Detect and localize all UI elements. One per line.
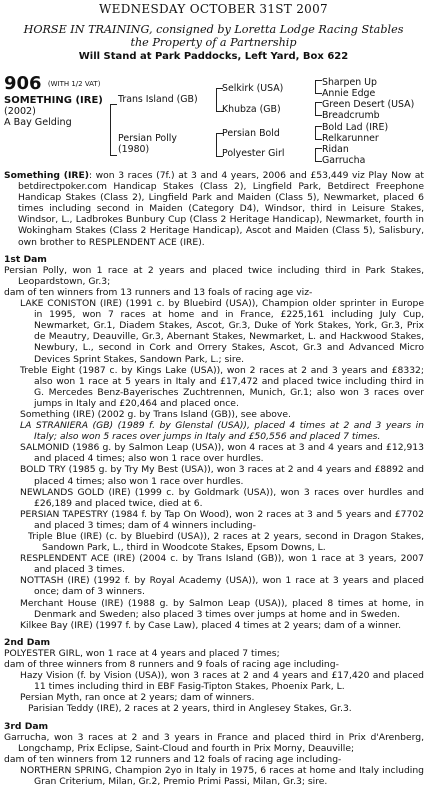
- produce-entry: Something (IRE) (2002 g. by Trans Island (GB)), see above.: [20, 408, 291, 420]
- pedigree-sdd: Breadcrumb: [322, 110, 380, 121]
- produce-entry: Persian Myth, ran once at 2 years; dam of winners.: [20, 692, 255, 704]
- pedigree-dam: [118, 133, 177, 155]
- produce-entry: SALMONID (1986 g. by Salmon Leap (USA)), won 4 races at 3 and 4 years and £12,913 and placed 4 times; also won 1 race over hurdles.: [20, 442, 424, 465]
- pedigree-bracket-dd: [315, 148, 322, 162]
- pedigree-sss: Sharpen Up: [322, 77, 377, 88]
- vat-note: (WITH 1/2 VAT): [47, 80, 101, 88]
- produce-entry: PERSIAN TAPESTRY (1984 f. by Tap On Wood), won 2 races at 3 and 5 years and £7702 and placed 3 times; dam of 4 winners including-: [20, 508, 424, 531]
- pedigree-dd: Polyester Girl: [222, 148, 285, 159]
- intro-text: : won 3 races (7f.) at 3 and 4 years, 2006 and £53,449 viz Play Now at betdirectpoker.com Handicap Stakes (Class 2), Lingfield Park, Betdirect Freephone Handicap Stakes (Class 2), Lingfield Park and Maiden (Class 5), Newmarket, placed 6 times including second in Maiden (Category D4), Windsor, third in Leisure Stakes, Windsor, L., Ladbrokes Bunbury Cup (Class 2 Heritage Handicap), Newmarket, fourth in Wokingham Stakes (Class 2 Heritage Handicap), Ascot and Maiden (Class 5), Salisbury, own brother to RESPLENDENT ACE (IRE).: [18, 170, 424, 248]
- pedigree-ds: Persian Bold: [222, 128, 280, 139]
- yard-location: Will Stand at Park Paddocks, Left Yard, Box 622: [78, 51, 349, 62]
- pedigree-dss: Bold Lad (IRE): [322, 122, 389, 133]
- horse-name: SOMETHING (IRE): [4, 95, 103, 106]
- third-dam-produce: dam of ten winners from 12 runners and 12 foals of racing age including-: [4, 753, 342, 765]
- pedigree-dam-name: Persian Polly: [118, 133, 177, 144]
- consignor-line: HORSE IN TRAINING, consigned by Loretta Lodge Racing Stables: [23, 23, 404, 36]
- pedigree-bracket-main: [110, 104, 117, 156]
- produce-entry: NORTHERN SPRING, Champion 2yo in Italy in 1975, 6 races at home and Italy including Gran Criterium, Milan, Gr.2, Premio Primi Passi, Milan, Gr.3; sire.: [20, 764, 424, 787]
- property-line: the Property of a Partnership: [130, 36, 297, 49]
- first-dam-summary: Persian Polly, won 1 race at 2 years and placed twice including third in Park Stakes, Leopardstown, Gr.3;: [4, 264, 424, 287]
- third-dam-heading: 3rd Dam: [4, 720, 49, 732]
- pedigree-bracket-ss: [315, 80, 322, 94]
- pedigree-ddd: Garrucha: [322, 155, 366, 166]
- produce-entry: NOTTASH (IRE) (1992 f. by Royal Academy (USA)), won 1 race at 3 years and placed once; dam of 3 winners.: [20, 575, 424, 598]
- second-dam-summary: POLYESTER GIRL, won 1 race at 4 years and placed 7 times;: [4, 647, 280, 659]
- consignment: [0, 23, 427, 49]
- pedigree-sds: Green Desert (USA): [322, 99, 415, 110]
- produce-entry: RESPLENDENT ACE (IRE) (2004 c. by Trans Island (GB)), won 1 race at 3 years, 2007 and placed 3 times.: [20, 553, 424, 576]
- pedigree-dsd: Relkarunner: [322, 133, 379, 144]
- second-dam-heading: 2nd Dam: [4, 636, 51, 648]
- sale-date: WEDNESDAY OCTOBER 31ST 2007: [99, 2, 328, 16]
- pedigree-sire: Trans Island (GB): [118, 94, 198, 105]
- catalogue-text: [4, 170, 424, 787]
- lot-number: [4, 73, 100, 94]
- pedigree-dds: Ridan: [322, 144, 349, 155]
- produce-subentry: Parisian Teddy (IRE), 2 races at 2 years, third in Anglesey Stakes, Gr.3.: [28, 703, 352, 715]
- third-dam-summary: Garrucha, won 3 races at 2 and 3 years in France and placed third in Prix d'Arenberg, Longchamp, Prix Eclipse, Saint-Cloud and fourth in Prix Morny, Deauville;: [4, 731, 424, 754]
- pedigree-bracket-ds: [315, 126, 322, 140]
- pedigree-bracket-sd: [315, 102, 322, 116]
- produce-entry: BOLD TRY (1985 g. by Try My Best (USA)), won 3 races at 2 and 4 years and £8892 and placed 4 times; also won 1 race over hurdles.: [20, 464, 424, 487]
- produce-entry: LAKE CONISTON (IRE) (1991 c. by Bluebird (USA)), Champion older sprinter in Europe in 1995, won 7 races at home and in France, £225,161 including July Cup, Newmarket, Gr.1, Diadem Stakes, Ascot, Gr.3, Duke of York Stakes, York, Gr.3, Prix de Meautry, Deauville, Gr.3, Abernant Stakes, Newmarket, L. and Hackwood Stakes, Newbury, L., second in Cork and Orrery Stakes, Ascot, Gr.3 and Advanced Micro Devices Sprint Stakes, Sandown Park, L.; sire.: [20, 298, 424, 365]
- produce-subentry: Triple Blue (IRE) (c. by Bluebird (USA)), 2 races at 2 years, second in Dragon Stakes, Sandown Park, L., third in Woodcote Stakes, Epsom Downs, L.: [28, 531, 424, 554]
- pedigree-dam-year: (1980): [118, 144, 150, 155]
- pedigree-sd: Khubza (GB): [222, 104, 281, 115]
- second-dam-produce: dam of three winners from 8 runners and 9 foals of racing age including-: [4, 659, 339, 671]
- horse-description: A Bay Gelding: [4, 117, 72, 128]
- produce-entry: LA STRANIERA (GB) (1989 f. by Glenstal (USA)), placed 4 times at 2 and 3 years in Italy; also won 5 races over jumps in Italy and £50,556 and placed 7 times.: [20, 420, 424, 443]
- horse-year: (2002): [4, 106, 36, 117]
- produce-entry: Kilkee Bay (IRE) (1997 f. by Case Law), placed 4 times at 2 years; dam of a winner.: [20, 619, 401, 631]
- first-dam-heading: 1st Dam: [4, 253, 47, 265]
- horse-identity: [4, 95, 103, 128]
- intro-paragraph: [4, 170, 424, 248]
- intro-horse-name: Something (IRE): [4, 170, 89, 181]
- pedigree-ss: Selkirk (USA): [222, 83, 284, 94]
- pedigree-ssd: Annie Edge: [322, 88, 376, 99]
- produce-entry: Treble Eight (1987 c. by Kings Lake (USA)), won 2 races at 2 and 3 years and £8332; also won 1 race at 5 years in Italy and £17,472 and placed twice including third in G. Mercedes Benz-Bayerisches Zuchtrennen, Munich, Gr.1; also won 3 races over jumps in Italy and £20,464 and placed once.: [20, 364, 424, 409]
- produce-entry: Merchant House (IRE) (1988 g. by Salmon Leap (USA)), placed 8 times at home, in Denmark and Sweden; also placed 3 times over jumps at home and in Sweden.: [20, 597, 424, 620]
- produce-entry: Hazy Vision (f. by Vision (USA)), won 3 races at 2 and 4 years and £17,420 and placed 11 times including third in EBF Fasig-Tipton Stakes, Phoenix Park, L.: [20, 670, 424, 693]
- lot-number-value: 906: [4, 73, 42, 94]
- first-dam-produce: dam of ten winners from 13 runners and 13 foals of racing age viz-: [4, 286, 313, 298]
- produce-entry: NEWLANDS GOLD (IRE) (1999 c. by Goldmark (USA)), won 3 races over hurdles and £26,189 and placed twice, died at 6.: [20, 486, 424, 509]
